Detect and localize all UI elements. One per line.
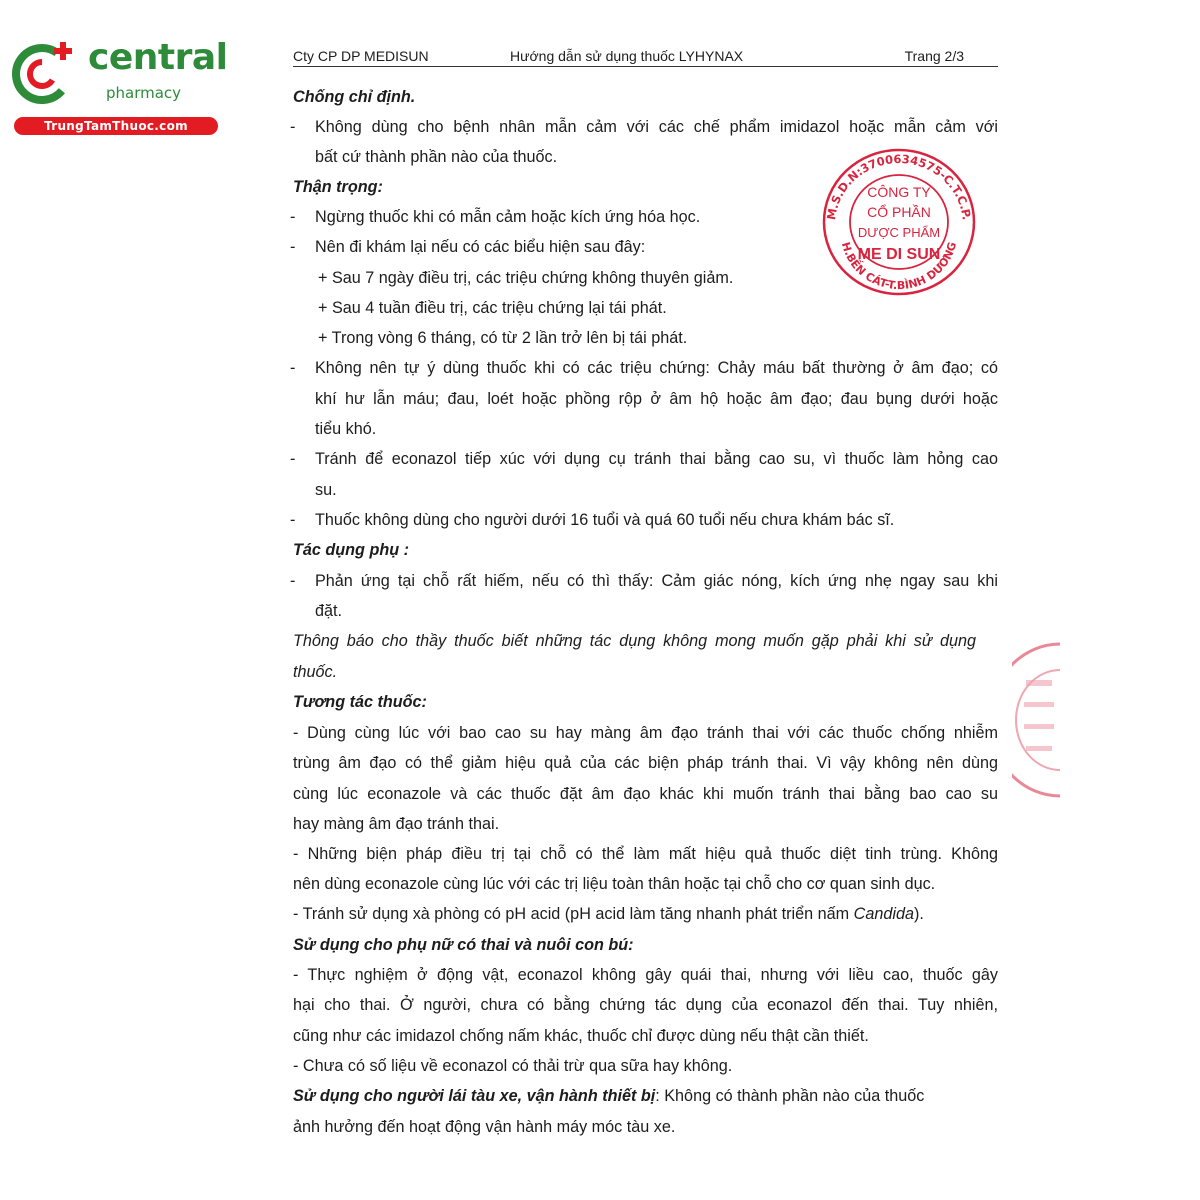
- contra-1a: Không dùng cho bệnh nhân mẫn cảm với các chế phẩm imidazol hoặc mẫn cảm với: [315, 118, 998, 136]
- side-note-a: Thông báo cho thầy thuốc biết những tác dụng không mong muốn gặp phải khi sử dụng: [293, 632, 976, 650]
- heading-contraindications: Chống chỉ định.: [293, 88, 416, 106]
- inter-1c: cùng lúc econazole và các thuốc đặt âm đạo khác khi muốn tránh thai bằng bao cao su: [293, 785, 998, 803]
- inter-3-candida: Candida: [853, 905, 914, 923]
- caution-2a: + Sau 7 ngày điều trị, các triệu chứng không thuyên giảm.: [318, 269, 734, 287]
- seal-line-1: CÔNG TY: [867, 184, 931, 200]
- dash: -: [290, 511, 296, 529]
- pharmacy-cross-icon: [10, 36, 80, 106]
- header-company: Cty CP DP MEDISUN: [293, 48, 429, 64]
- preg-1a: - Thực nghiệm ở động vật, econazol không gây quái thai, nhưng với liều cao, thuốc gây: [293, 966, 998, 984]
- inter-1b: trùng âm đạo có thể giảm hiệu quả của các biện pháp tránh thai. Vì vậy không nên dùng: [293, 754, 998, 772]
- driving-a: : Không có thành phần nào của thuốc: [655, 1087, 925, 1105]
- seal-ring-text: M.S.D.N:3700634575-C.T.C.P.: [824, 151, 974, 221]
- heading-caution: Thận trọng:: [293, 178, 383, 196]
- heading-driving: Sử dụng cho người lái tàu xe, vận hành thiết bị: [293, 1087, 656, 1105]
- brand-name: central: [88, 37, 228, 78]
- caution-2b: + Sau 4 tuần điều trị, các triệu chứng lại tái phát.: [318, 299, 667, 317]
- inter-3-post: ).: [913, 905, 924, 923]
- caution-5: Thuốc không dùng cho người dưới 16 tuổi và quá 60 tuổi nếu chưa khám bác sĩ.: [315, 511, 895, 529]
- contra-1b: bất cứ thành phần nào của thuốc.: [315, 148, 558, 166]
- seal-line-2: CỔ PHẦN: [867, 204, 931, 220]
- caution-1: Ngừng thuốc khi có mẫn cảm hoặc kích ứng hóa học.: [315, 208, 701, 226]
- company-seal: [821, 147, 977, 297]
- caution-4b: su.: [315, 481, 337, 499]
- heading-interactions: Tương tác thuốc:: [293, 693, 427, 711]
- side-1b: đặt.: [315, 602, 343, 620]
- dash: -: [290, 238, 296, 256]
- caution-4a: Tránh để econazol tiếp xúc với dụng cụ tránh thai bằng cao su, vì thuốc làm hỏng cao: [315, 450, 998, 468]
- seal-ring-bottom: H.BẾN CÁT-T.BÌNH DƯƠNG: [838, 240, 960, 293]
- inter-2a: - Những biện pháp điều trị tại chỗ có thể làm mất hiệu quả thuốc diệt tinh trùng. Không: [293, 845, 998, 863]
- page-header: [293, 44, 998, 67]
- dash: -: [290, 118, 296, 136]
- inter-1a: - Dùng cùng lúc với bao cao su hay màng âm đạo tránh thai với các thuốc chống nhiễm: [293, 724, 998, 742]
- dash: -: [290, 208, 296, 226]
- dash: -: [290, 359, 296, 377]
- caution-2c: + Trong vòng 6 tháng, có từ 2 lần trở lên bị tái phát.: [318, 329, 688, 347]
- partial-seal: [1012, 640, 1060, 800]
- seal-line-3: DƯỢC PHẨM: [857, 225, 941, 240]
- inter-3-pre: - Tránh sử dụng xà phòng có pH acid (pH acid làm tăng nhanh phát triển nấm: [293, 905, 854, 923]
- brand-sub: pharmacy: [106, 84, 182, 102]
- header-title: Hướng dẫn sử dụng thuốc LYHYNAX: [510, 48, 744, 64]
- caution-3b: khí hư lẫn máu; đau, loét hoặc phồng rộp ở âm hộ hoặc âm đạo; đau bụng dưới hoặc: [315, 390, 998, 408]
- caution-3c: tiểu khó.: [315, 420, 377, 438]
- caution-3a: Không nên tự ý dùng thuốc khi có các triệu chứng: Chảy máu bất thường ở âm đạo; có: [315, 359, 998, 377]
- driving-line: [293, 1081, 924, 1111]
- side-note-b: thuốc.: [293, 663, 338, 681]
- inter-1d: hay màng âm đạo tránh thai.: [293, 815, 500, 833]
- heading-pregnancy: Sử dụng cho phụ nữ có thai và nuôi con bú:: [293, 936, 634, 954]
- preg-2: - Chưa có số liệu về econazol có thải trừ qua sữa hay không.: [293, 1057, 733, 1075]
- central-pharmacy-logo: [10, 36, 228, 136]
- dash: -: [290, 450, 296, 468]
- driving-b: ảnh hưởng đến hoạt động vận hành máy móc tàu xe.: [293, 1118, 676, 1136]
- inter-2b: nên dùng econazole cùng lúc với các trị liệu toàn thân hoặc tại chỗ cho cơ quan sinh dục.: [293, 875, 936, 893]
- inter-3: [293, 899, 924, 929]
- dash: -: [290, 572, 296, 590]
- brand-site: TrungTamThuoc.com: [14, 117, 218, 135]
- caution-2: Nên đi khám lại nếu có các biểu hiện sau đây:: [315, 238, 646, 256]
- seal-line-4: ME DI SUN: [857, 246, 941, 263]
- header-page: Trang 2/3: [904, 48, 964, 64]
- preg-1b: hại cho thai. Ở người, chưa có bằng chứng tác dụng của econazol đến thai. Tuy nhiên,: [293, 996, 998, 1014]
- preg-1c: cũng như các imidazol chống nấm khác, thuốc chỉ được dùng nếu thật cần thiết.: [293, 1027, 869, 1045]
- heading-side-effects: Tác dụng phụ :: [293, 541, 409, 559]
- side-1a: Phản ứng tại chỗ rất hiếm, nếu có thì thấy: Cảm giác nóng, kích ứng nhẹ ngay sau khi: [315, 572, 998, 590]
